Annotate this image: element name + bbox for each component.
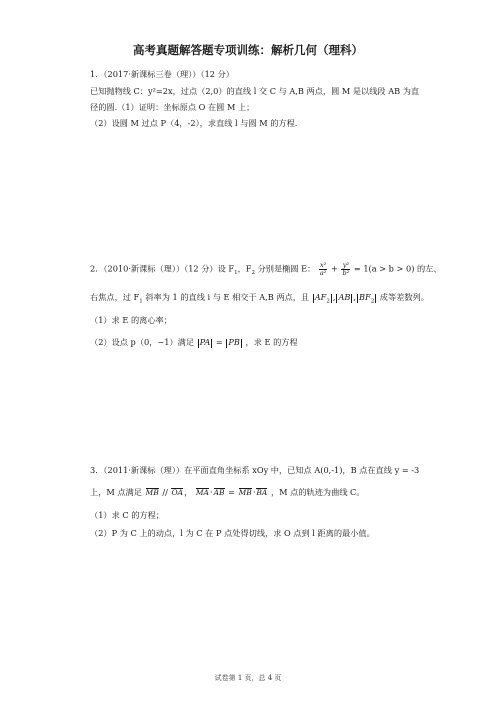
q2-prefix: 2．（2010·新课标（理））（12 分）设 F [90, 263, 235, 274]
q3-vec-ma: MA [195, 488, 209, 497]
q2-mid1: ，F [237, 263, 252, 274]
q3-vec-ab: AB [213, 488, 225, 497]
q3-line4: （2）P 为 C 上的动点，l 为 C 在 P 点处得切线，求 O 点到 l 距离的最小值。 [90, 528, 375, 538]
q3-line3: （1）求 C 的方程； [90, 510, 164, 520]
q3-eq: = [225, 487, 238, 497]
q3-dot2: · [252, 487, 256, 497]
q2-fraction-y: $\frac{\text{y²}}{\text{b²}}$ [342, 261, 350, 277]
q2-line2: 右焦点，过 $F_1$ 斜率为 1 的直线 i 与 E 相交于 A,B 两点，且 $AF_2$ , AB , $BF_2$ 成等差数列。 [90, 292, 429, 305]
q3-vec-oa: OA [171, 488, 184, 497]
q2-plus: + [330, 263, 338, 274]
q2-line3: （1）求 E 的离心率； [90, 315, 172, 325]
q2-seg-pa: PA [199, 337, 211, 347]
q2-seg-pb: PB [228, 337, 240, 347]
q1-line2: 径的圆.（1）证明：坐标原点 O 在圆 M 上； [90, 102, 255, 112]
q1-line3: （2）设圆 M 过点 P（4，-2），求直线 l 与圆 M 的方程. [90, 118, 298, 128]
q3-line2-start: 上，M 点满足 [90, 487, 142, 497]
q3-line2-end: ，M 点的轨迹为曲线 C。 [270, 487, 365, 497]
q2-line2-start: 右焦点，过 F [90, 292, 140, 302]
q2-sub1: 1 [234, 270, 238, 277]
q2-seg-bf2: BF [358, 292, 371, 302]
q2-fraction-x: $\frac{\text{x²}}{\text{a²}}$ [319, 261, 327, 277]
q2-line2-mid: 斜率为 1 的直线 i 与 E 相交于 A,B 两点，且 [142, 292, 310, 302]
q1-line1: 已知抛物线 C：y²=2x，过点（2,0）的直线 l 交 C 与 A,B 两点，圆 M 是以线段 AB 为直 [90, 86, 420, 96]
q2-seg-af2: AF [314, 292, 327, 302]
q2-condition: = 1(a > b > 0) 的左、 [353, 263, 442, 274]
q2-mid2: 分别是椭圆 E： [254, 263, 316, 274]
q2-line2-sub: 1 [139, 298, 143, 305]
q3-vec-ba: BA [256, 488, 268, 497]
q3-sep: ， [184, 487, 193, 497]
q2-seg-ab: AB [338, 292, 351, 302]
q3-line1: 3．（2011·新课标（理））在平面直角坐标系 xOy 中，已知点 A(0,-1)，B 点在直线 y = -3 [90, 465, 420, 475]
q3-vec-mb: MB [145, 488, 159, 497]
q2-line1 [90, 262, 442, 278]
q3-dot1: · [209, 487, 213, 497]
q2-line4-eq: = [213, 337, 226, 347]
page-footer: 试卷第 1 页，总 4 页 [214, 674, 282, 682]
q2-sub2: 2 [251, 270, 255, 277]
q1-header: 1．（2017·新课标三卷（理））（12 分） [90, 69, 234, 79]
document-title: 高考真题解答题专项训练：解析几何（理科） [133, 43, 363, 57]
q2-line2-end: 成等差数列。 [379, 292, 429, 302]
q2-line4-start: （2）设点 p（0，−1）满足 [90, 337, 195, 347]
q2-line4 [90, 337, 298, 348]
q2-line4-end: ，求 E 的方程 [245, 337, 298, 347]
q3-parallel: // [159, 487, 171, 497]
q3-line2 [90, 487, 365, 497]
q3-vec-mb2: MB [238, 488, 252, 497]
